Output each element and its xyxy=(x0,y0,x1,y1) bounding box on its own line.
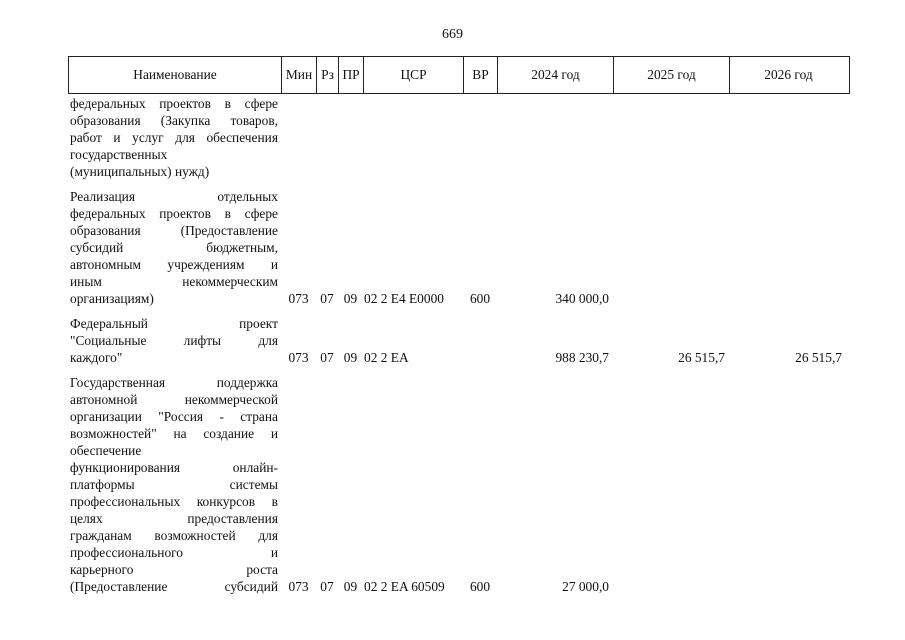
row-name-line: (муниципальных) нужд) xyxy=(70,164,210,179)
row-name xyxy=(68,188,281,307)
table-row xyxy=(68,95,850,180)
row-name-line: каждого" xyxy=(70,350,123,365)
row-name-line: "Социальные лифты для xyxy=(70,333,278,348)
row-name-line: карьерного роста xyxy=(70,562,278,577)
cell-y2024: 27 000,0 xyxy=(562,579,609,594)
row-name-line: образования (Закупка товаров, xyxy=(70,113,278,128)
cell-min: 073 xyxy=(288,350,309,365)
table-row xyxy=(68,315,850,366)
page-number: 669 xyxy=(442,27,463,42)
row-name-line: (Предоставление субсидий xyxy=(70,579,278,594)
cell-rz: 07 xyxy=(320,350,334,365)
header-vr: ВР xyxy=(464,57,498,93)
row-name-line: организациям) xyxy=(70,291,154,306)
row-name-line: профессиональных конкурсов в xyxy=(70,494,278,509)
cell-y2026: 26 515,7 xyxy=(795,350,842,365)
row-name-line: обеспечение xyxy=(70,443,142,458)
row-name-line: гражданам возможностей для xyxy=(70,528,278,543)
row-name-line: автономной некоммерческой xyxy=(70,392,278,407)
cell-csr: 02 2 EA 60509 xyxy=(364,579,445,594)
cell-rz: 07 xyxy=(320,291,334,306)
row-name xyxy=(68,315,281,366)
row-name-line: субсидий бюджетным, xyxy=(70,240,278,255)
row-name xyxy=(68,374,281,595)
header-2024: 2024 год xyxy=(498,57,614,93)
cell-y2024: 988 230,7 xyxy=(555,350,609,365)
cell-vr: 600 xyxy=(469,579,491,594)
row-name-line: государственных xyxy=(70,147,168,162)
row-name-line: функционирования онлайн- xyxy=(70,460,278,475)
row-name-line: организации "Россия - страна xyxy=(70,409,278,424)
row-name-line: образования (Предоставление xyxy=(70,223,278,238)
row-name-line: Государственная поддержка xyxy=(70,375,278,390)
cell-csr: 02 2 Е4 Е0000 xyxy=(364,291,444,306)
row-name-line: возможностей" на создание и xyxy=(70,426,278,441)
table-row xyxy=(68,188,850,307)
header-min: Мин xyxy=(282,57,317,93)
cell-y2025: 26 515,7 xyxy=(678,350,725,365)
table-header xyxy=(68,56,850,94)
cell-rz: 07 xyxy=(320,579,334,594)
row-name xyxy=(68,95,281,180)
row-name-line: иным некоммерческим xyxy=(70,274,278,289)
cell-min: 073 xyxy=(288,291,309,306)
cell-vr: 600 xyxy=(469,291,491,306)
row-name-line: платформы системы xyxy=(70,477,278,492)
cell-y2024: 340 000,0 xyxy=(555,291,609,306)
header-2025: 2025 год xyxy=(614,57,730,93)
budget-table xyxy=(68,56,850,595)
header-csr: ЦСР xyxy=(364,57,464,93)
cell-min: 073 xyxy=(288,579,309,594)
row-name-line: автономным учреждениям и xyxy=(70,257,278,272)
row-name-line: Федеральный проект xyxy=(70,316,278,331)
cell-pr: 09 xyxy=(343,579,358,594)
table-body xyxy=(68,95,850,595)
cell-pr: 09 xyxy=(343,350,358,365)
row-name-line: федеральных проектов в сфере xyxy=(70,206,278,221)
row-name-line: работ и услуг для обеспечения xyxy=(70,130,278,145)
row-name-line: целях предоставления xyxy=(70,511,278,526)
row-name-line: федеральных проектов в сфере xyxy=(70,96,278,111)
header-pr: ПР xyxy=(339,57,364,93)
row-name-line: профессионального и xyxy=(70,545,278,560)
cell-csr: 02 2 EA xyxy=(364,350,409,365)
header-rz: Рз xyxy=(317,57,339,93)
cell-pr: 09 xyxy=(343,291,358,306)
header-name: Наименование xyxy=(69,57,282,93)
header-2026: 2026 год xyxy=(764,67,813,82)
table-row xyxy=(68,374,850,595)
row-name-line: Реализация отдельных xyxy=(70,189,278,204)
